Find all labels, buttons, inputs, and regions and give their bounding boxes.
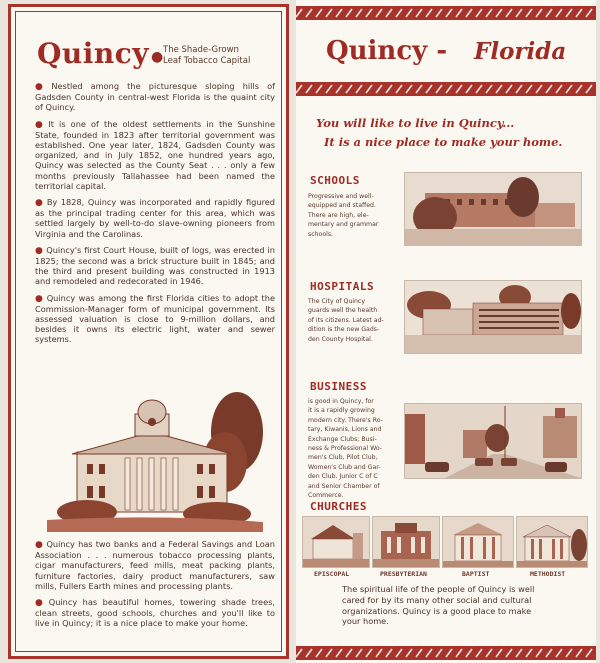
paragraph: ● Quincy was among the first Florida cities to adopt the Commission-Manager form of municipal government. Its assessed valuation is close to 9-million dollars, and besides it owns its electric light, water and sewer systems. [35, 292, 275, 345]
paragraph: ● Quincy has beautiful homes, towering shade trees, clean streets, good schools, churches and you'll like to live in Quincy; it is a nice place to make your home. [35, 597, 275, 629]
left-tagline [163, 45, 283, 67]
title-bullet: ● [151, 49, 164, 65]
courthouse-illustration [47, 392, 263, 532]
business-heading: BUSINESS [310, 380, 367, 393]
right-panel [296, 0, 596, 663]
hospitals-text: The City of Quincy guards well the health of its citizens. Latest ad- dition is the new Gads- den County Hospital. [308, 298, 384, 343]
baptist-church-photo [442, 516, 514, 568]
church-label-baptist: BAPTIST [462, 570, 490, 578]
paragraph: ● Quincy has two banks and a Federal Savings and Loan Association . . . numerous tobacco processing plants, cigar manufacturers, feed mills, meat packing plants, furniture factories, dairy product manufacturers, saw mills, Fullers Earth mines and processing plants. [35, 539, 275, 591]
business-street-photo [404, 403, 582, 479]
slogan-line-1: You will like to live in Quincy... [316, 116, 515, 130]
decorative-band-top [296, 6, 596, 20]
episcopal-church-photo [302, 516, 370, 568]
right-title: Quincy - [326, 36, 448, 66]
schools-text: Progressive and well- equipped and staffed. There are high, ele- mentary and grammar schools. [308, 193, 379, 238]
schools-heading: SCHOOLS [310, 174, 360, 187]
decorative-band-middle [296, 82, 596, 96]
presbyterian-church-photo [372, 516, 440, 568]
left-title: Quincy [37, 37, 150, 70]
methodist-church-photo [516, 516, 588, 568]
left-paragraphs-2 [35, 539, 275, 635]
church-label-methodist: METHODIST [530, 570, 566, 578]
churches-heading: CHURCHES [310, 500, 367, 513]
schools-photo [404, 172, 582, 246]
business-text: is good in Quincy, for it is a rapidly growing modern city. There's Ro- tary, Kiwanis, Lions and Exchange Clubs; Busi- ness & Professional Wo- men's Club, Pilot Club, Women's Club and Gar- den Club. Junior C of C and Senior Chamber of Commerce. [308, 398, 383, 500]
tagline-line-1: The Shade-Grown [163, 45, 239, 55]
paragraph: ● By 1828, Quincy was incorporated and rapidly figured as the principal trading center for this area, which was settled largely by well-to-do slave-owning pioneers from Virginia and the Carolinas. [35, 197, 275, 239]
decorative-band-bottom [296, 646, 596, 660]
tagline-line-2: Leaf Tobacco Capital [163, 56, 251, 66]
hospitals-heading: HOSPITALS [310, 280, 375, 293]
hospital-photo [404, 280, 582, 354]
church-label-presbyterian: PRESBYTERIAN [380, 570, 427, 578]
church-label-episcopal: EPISCOPAL [314, 570, 350, 578]
paragraph: ● It is one of the oldest settlements in the Sunshine State, founded in 1823 after territorial government was established. One year later, 1824, Gadsden County was organized, and in July 1852, one hundred years ago, Quincy was selected as the County Seat . . . only a few months previously Tallahassee had been named the territorial capital. [35, 118, 275, 191]
left-paragraphs [35, 81, 275, 351]
footer-text: The spiritual life of the people of Quincy is well cared for by its many other social and cultural organizations. Quincy is a good place to make your home. [342, 584, 535, 627]
left-panel [8, 4, 289, 659]
paragraph: ● Nestled among the picturesque sloping hills of Gadsden County in central-west Florida is the quaint city of Quincy. [35, 81, 276, 113]
slogan-line-2: It is a nice place to make your home. [324, 135, 563, 149]
paragraph: ● Quincy's first Court House, built of logs, was erected in 1825; the second was a brick structure built in 1845; and the third and present building was constructed in 1913 and remodeled and redecorated in 1946. [35, 244, 275, 287]
right-title-script: Florida [474, 38, 567, 65]
